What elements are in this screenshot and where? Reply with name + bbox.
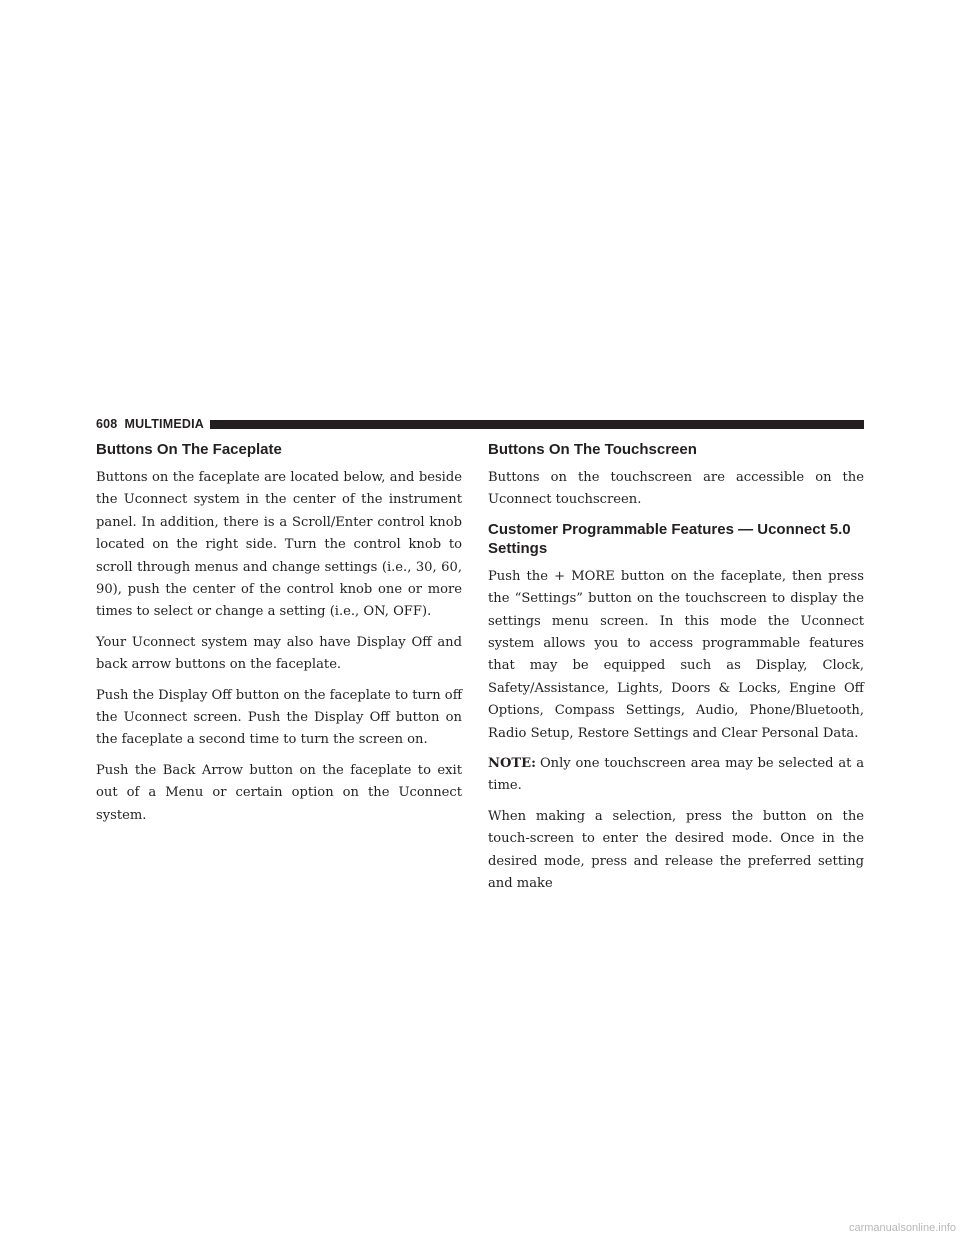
touchscreen-paragraph: Buttons on the touchscreen are accessible on the Uconnect touchscreen.: [488, 470, 864, 508]
faceplate-paragraph: Your Uconnect system may also have Display Off and back arrow buttons on the faceplate.: [96, 634, 462, 673]
note-text: Only one touchscreen area may be selected at a time.: [488, 756, 864, 794]
faceplate-paragraph: Push the Back Arrow button on the faceplate to exit out of a Menu or certain option on the Uconnect system.: [96, 762, 462, 823]
page-number: 608: [96, 417, 118, 431]
faceplate-paragraph: Buttons on the faceplate are located below, and beside the Uconnect system in the center of the instrument panel. In addition, there is a Scroll/Enter control knob located on the right side. Turn the control knob to scroll through menus and change settings (i.e., 30, 60, 90), push the center of the control knob one or more times to select or change a setting (i.e., ON, OFF).: [96, 470, 462, 620]
selection-paragraph: When making a selection, press the button on the touch-screen to enter the desired mode. Once in the desired mode, press and release the preferred setting and make: [488, 808, 864, 892]
note-paragraph: [488, 753, 864, 798]
touchscreen-heading: Buttons On The Touchscreen: [488, 441, 697, 458]
left-column: [96, 440, 462, 835]
note-label: NOTE:: [488, 756, 536, 772]
page-header: [96, 417, 864, 431]
faceplate-paragraph: Push the Display Off button on the faceplate to turn off the Uconnect screen. Push the Display Off button on the faceplate a second time to turn the screen on.: [96, 687, 462, 748]
right-column: [488, 440, 864, 904]
settings-paragraph: Push the + MORE button on the faceplate, then press the “Settings” button on the touchscreen to display the settings menu screen. In this mode the Uconnect system allows you to access programmable features that may be equipped such as Display, Clock, Safety/Assistance, Lights, Doors & Locks, Engine Off Options, Compass Settings, Audio, Phone/Bluetooth, Radio Setup, Restore Settings and Clear Personal Data.: [488, 568, 864, 741]
faceplate-heading: Buttons On The Faceplate: [96, 441, 282, 458]
watermark: carmanualsonline.info: [848, 1222, 956, 1234]
settings-subheading: Customer Programmable Features — Uconnect 5.0 Settings: [488, 520, 851, 557]
header-rule: [210, 420, 864, 429]
section-title: MULTIMEDIA: [124, 417, 205, 431]
